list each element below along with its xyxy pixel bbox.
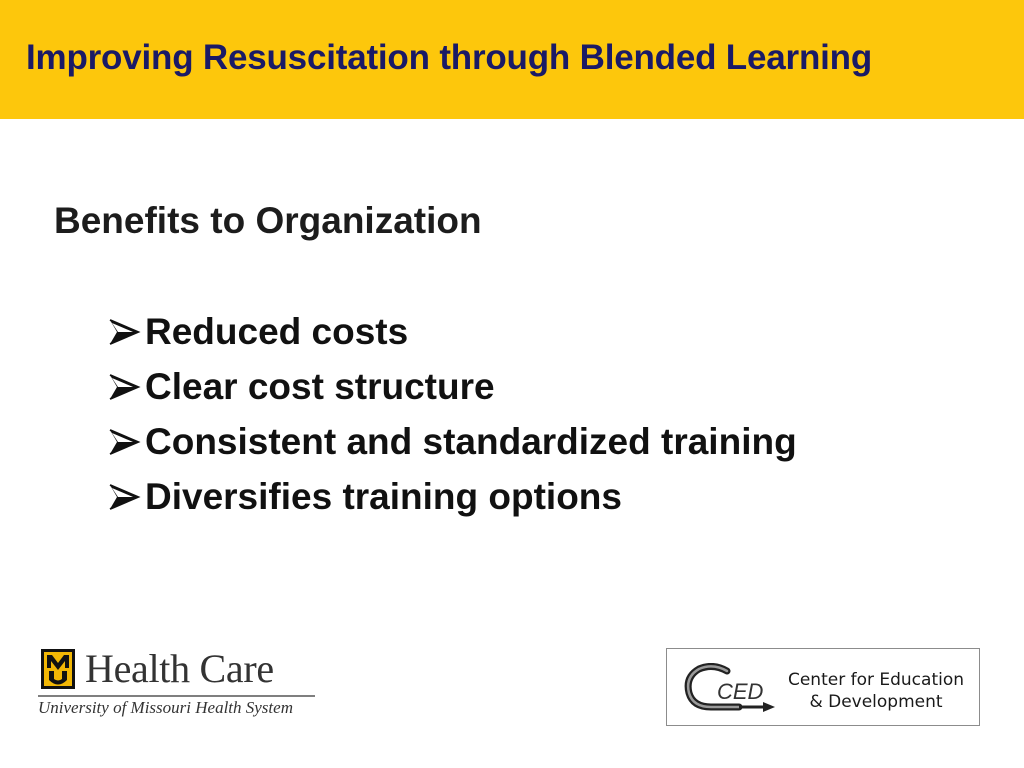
slide-title: Improving Resuscitation through Blended Learning [26,38,873,77]
bullet-text: Reduced costs [145,310,409,352]
mizzou-mu-shield-icon [41,649,75,689]
arrowhead-bullet-icon [106,427,144,457]
health-care-name: Health Care [85,646,274,691]
bullet-list [106,304,797,524]
list-item [106,414,797,469]
ced-name [781,669,971,713]
ced-logo-icon [683,663,783,715]
arrowhead-bullet-icon [106,317,144,347]
section-heading: Benefits to Organization [54,200,482,241]
list-item [106,304,797,359]
list-item [106,469,797,524]
health-system-subtitle: University of Missouri Health System [38,698,293,717]
list-item [106,359,797,414]
health-care-logo [38,645,318,720]
bullet-text: Diversifies training options [145,475,622,517]
arrowhead-bullet-icon [106,372,144,402]
ced-name-line1: Center for Education [787,670,965,690]
ced-mark-text: CED [717,679,764,704]
ced-logo [666,648,980,726]
bullet-text: Clear cost structure [145,365,495,407]
ced-name-line2: & Development [809,692,943,712]
bullet-text: Consistent and standardized training [145,420,797,462]
logo-divider [38,695,315,697]
arrowhead-bullet-icon [106,482,144,512]
